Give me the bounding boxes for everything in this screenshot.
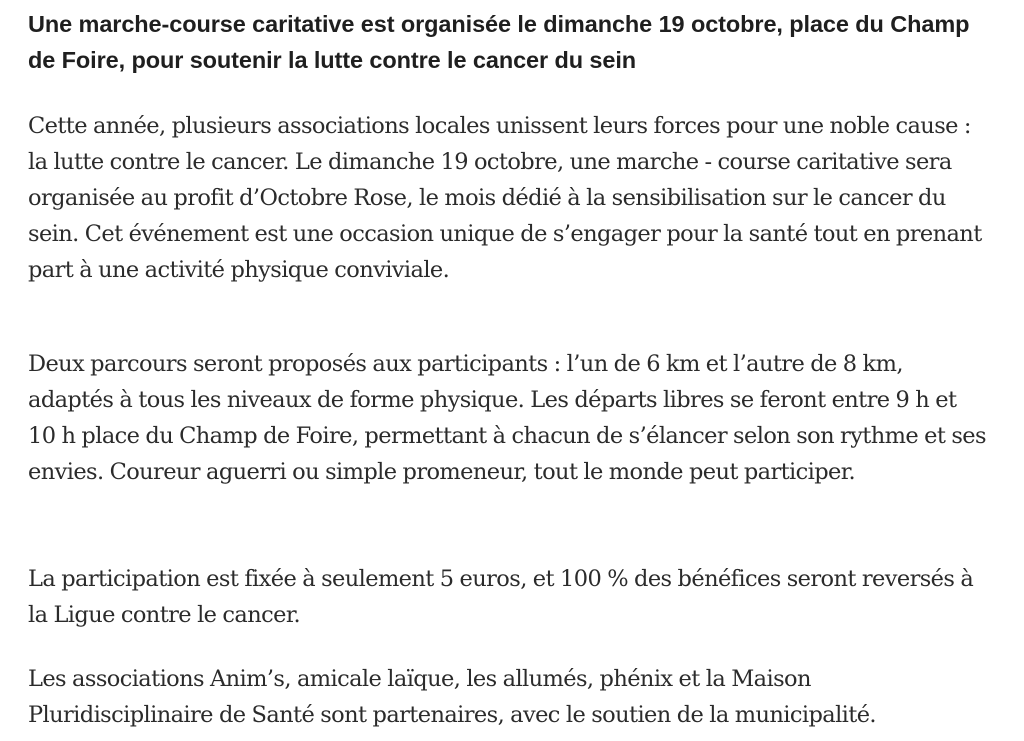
article-paragraph-routes: Deux parcours seront proposés aux participants : l’un de 6 km et l’autre de 8 km, adaptés à tous les niveaux de forme physique. Les départs libres se feront entre 9 h et 10 h place du Champ de Foire, permettant à chacun de s’élancer selon son rythme et ses envies. Coureur aguerri ou simple promeneur, tout le monde peut participer. <box>28 351 986 485</box>
article-paragraph-intro: Cette année, plusieurs associations locales unissent leurs forces pour une noble cause : la lutte contre le cancer. Le dimanche 19 octobre, une marche - course caritative sera organisée au profit d’Octobre Rose, le mois dédié à la sensibilisation sur le cancer du sein. Cet événement est une occasion unique de s’engager pour la santé tout en prenant part à une activité physique conviviale. <box>28 113 982 283</box>
article-paragraph-partners: Les associations Anim’s, amicale laïque, les allumés, phénix et la Maison Pluridisciplinaire de Santé sont partenaires, avec le soutien de la municipalité. <box>28 666 876 728</box>
article <box>28 0 988 728</box>
article-headline: Une marche-course caritative est organisée le dimanche 19 octobre, place du Champ de Foire, pour soutenir la lutte contre le cancer du sein <box>28 11 970 73</box>
article-paragraph-price: La participation est fixée à seulement 5 euros, et 100 % des bénéfices seront reversés à la Ligue contre le cancer. <box>28 566 974 628</box>
